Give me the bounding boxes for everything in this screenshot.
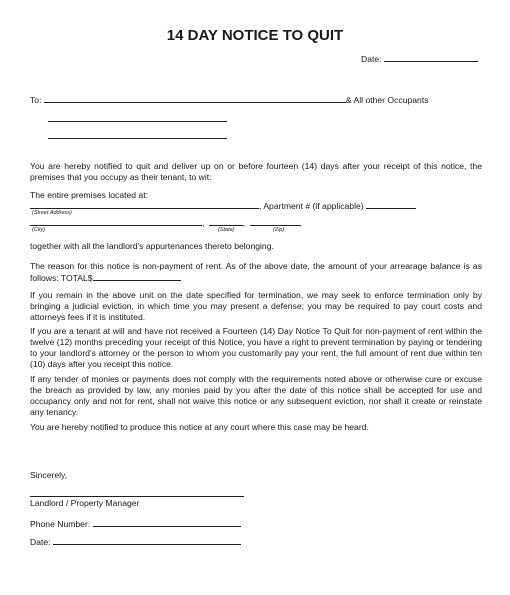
street-address-blank[interactable] [30, 200, 262, 211]
date-label: Date: [361, 54, 382, 64]
to-field [30, 94, 429, 106]
total-blank[interactable] [93, 272, 181, 281]
premises-label: The entire premises located at: [30, 190, 148, 200]
bottom-date-blank[interactable] [53, 536, 241, 545]
city-state-zip-field: , , , [30, 217, 302, 229]
phone-label: Phone Number: [30, 519, 91, 529]
date-field [361, 53, 478, 65]
zip-caption: (Zip) [273, 227, 285, 233]
city-caption: (City) [32, 227, 46, 233]
to-blank[interactable] [44, 94, 346, 103]
reason-paragraph [30, 261, 482, 284]
remain-paragraph: If you remain in the above unit on the date specified for termination, we may seek to enforce termination only by bringing a judicial eviction, in which time you may present a defense; you may be required to pay court costs and attorneys fees if it is instituted. [30, 290, 482, 322]
signature-line[interactable] [30, 496, 244, 497]
state-blank[interactable] [209, 217, 243, 226]
to-blank-line-2[interactable] [48, 121, 227, 122]
to-blank-line-3[interactable] [48, 138, 227, 139]
apartment-blank[interactable] [366, 200, 416, 209]
apartment-label: Apartment # (if applicable) [263, 201, 364, 211]
city-blank[interactable] [30, 217, 202, 226]
phone-field [30, 518, 241, 530]
produce-paragraph: You are hereby notified to produce this notice at any court where this case may be heard. [30, 422, 369, 432]
sincerely-text: Sincerely, [30, 470, 68, 480]
zip-blank[interactable] [250, 217, 300, 226]
comma: , [259, 201, 262, 211]
street-address-field [30, 200, 416, 212]
reason-text: The reason for this notice is non-payment of rent. As of the above date, the amount of your arrearage balance is as follows: TOTAL$ [30, 261, 482, 283]
bottom-date-label: Date: [30, 537, 51, 547]
landlord-label: Landlord / Property Manager [30, 498, 140, 508]
phone-blank[interactable] [93, 518, 241, 527]
street-caption: (Street Address) [32, 210, 72, 216]
appurtenances-text: together with all the landlord's appurtenances thereto belonging. [30, 241, 274, 251]
document-title: 14 DAY NOTICE TO QUIT [166, 27, 344, 44]
bottom-date-field [30, 536, 241, 548]
occupants-label: & All other Occupants [345, 95, 429, 105]
tender-paragraph: If any tender of monies or payments does not comply with the requirements noted above or otherwise cure or excuse the breach as provided by law, any monies paid by you after the date of this notice shall be accepted for use and occupancy only and not for rent, shall not waive this notice or any subsequent eviction, nor shall it create or reinstate any tenancy. [30, 374, 482, 417]
notice-paragraph: You are hereby notified to quit and deliver up on or before fourteen (14) days after your receipt of this notice, the premises that you occupy as their tenant, to wit: [30, 161, 482, 182]
to-label: To: [30, 95, 42, 105]
state-caption: (State) [218, 227, 235, 233]
date-blank[interactable] [384, 53, 478, 62]
tenant-at-will-paragraph: If you are a tenant at will and have not received a Fourteen (14) Day Notice To Quit for non-payment of rent within the twelve (12) months preceding your receipt of this Notice, you have a right to prevent termination by paying or tendering to your landlord's attorney or the person to whom you customarily pay your rent, the full amount of rent due within ten (10) days after you receipt this notice. [30, 326, 482, 369]
